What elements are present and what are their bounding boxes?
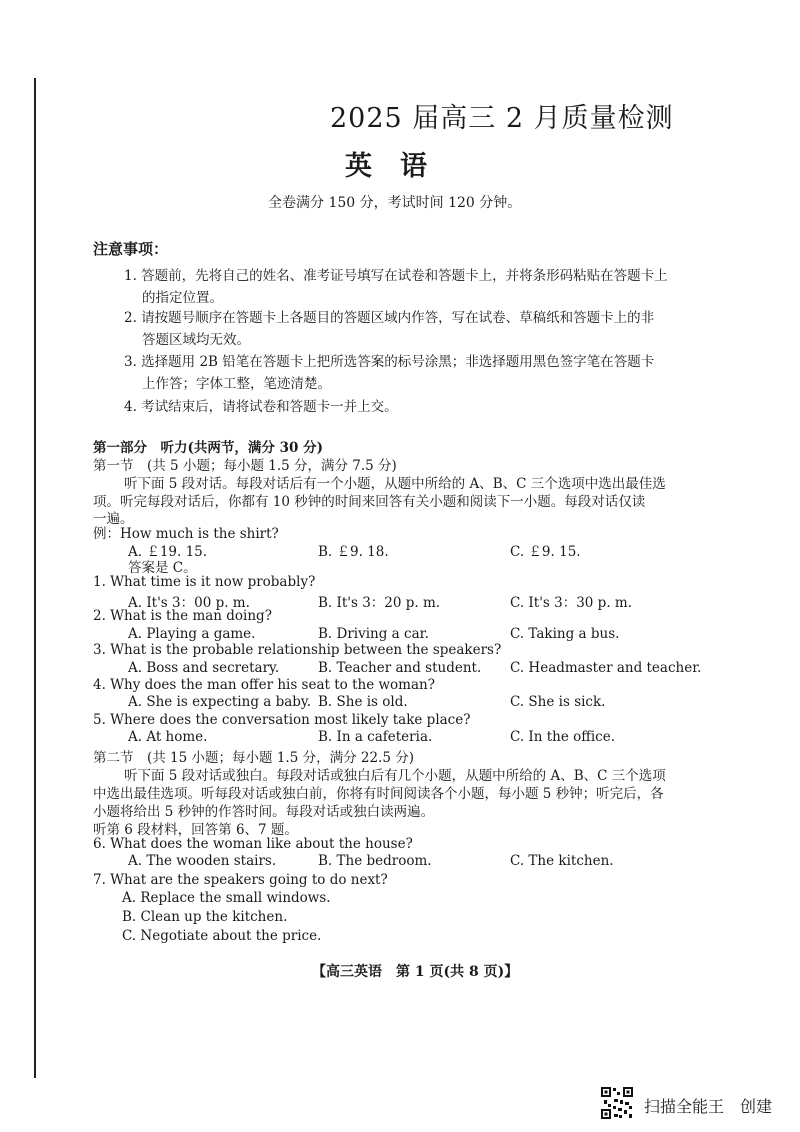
q6-option-c: C. The kitchen. bbox=[510, 853, 614, 869]
q7-option-a: A. Replace the small windows. bbox=[122, 890, 331, 906]
q4-option-b: B. She is old. bbox=[318, 694, 408, 710]
section2-heading: 第二节 (共 15 小题；每小题 1.5 分，满分 22.5 分) bbox=[93, 750, 414, 766]
full-score-line: 全卷满分 150 分，考试时间 120 分钟。 bbox=[268, 195, 522, 211]
q2-option-b: B. Driving a car. bbox=[318, 626, 429, 642]
part1-heading: 第一部分 听力(共两节，满分 30 分) bbox=[93, 440, 323, 456]
question-1: 1. What time is it now probably? bbox=[93, 574, 316, 590]
qr-code-icon bbox=[600, 1086, 634, 1120]
section2-instruction: 小题将给出 5 秒钟的作答时间。每段对话或独白读两遍。 bbox=[93, 804, 435, 820]
note-line: 的指定位置。 bbox=[142, 290, 223, 306]
q5-option-b: B. In a cafeteria. bbox=[318, 729, 433, 745]
exam-title: 2025 届高三 2 月质量检测 bbox=[330, 103, 674, 134]
q4-option-a: A. She is expecting a baby. bbox=[128, 694, 312, 710]
page-footer: 【高三英语 第 1 页(共 8 页)】 bbox=[312, 964, 519, 980]
section2-instruction: 中选出最佳选项。听每段对话或独白前，你将有时间阅读各个小题，每小题 5 秒钟；听完后，各 bbox=[93, 786, 664, 802]
example-question: 例：How much is the shirt? bbox=[93, 526, 279, 542]
example-option-a: A. ￡19. 15. bbox=[128, 544, 208, 560]
note-line: 上作答；字体工整，笔迹清楚。 bbox=[142, 376, 331, 392]
q1-option-a: A. It's 3：00 p. m. bbox=[128, 595, 250, 611]
q3-option-a: A. Boss and secretary. bbox=[128, 660, 280, 676]
scanner-watermark: 扫描全能王 创建 bbox=[644, 1097, 773, 1116]
q1-option-c: C. It's 3：30 p. m. bbox=[510, 595, 632, 611]
q5-option-a: A. At home. bbox=[128, 729, 208, 745]
q6-option-a: A. The wooden stairs. bbox=[128, 853, 277, 869]
q6-option-b: B. The bedroom. bbox=[318, 853, 432, 869]
section1-instruction: 听下面 5 段对话。每段对话后有一个小题，从题中所给的 A、B、C 三个选项中选出最佳选 bbox=[124, 476, 666, 492]
material-6-label: 听第 6 段材料，回答第 6、7 题。 bbox=[93, 822, 298, 838]
question-3: 3. What is the probable relationship between the speakers? bbox=[93, 642, 502, 658]
q3-option-c: C. Headmaster and teacher. bbox=[510, 660, 702, 676]
example-answer: 答案是 C。 bbox=[128, 560, 197, 576]
q1-option-b: B. It's 3：20 p. m. bbox=[318, 595, 441, 611]
question-5: 5. Where does the conversation most likely take place? bbox=[93, 712, 471, 728]
section2-instruction: 听下面 5 段对话或独白。每段对话或独白后有几个小题，从题中所给的 A、B、C 三个选项 bbox=[124, 768, 666, 784]
question-2: 2. What is the man doing? bbox=[93, 608, 272, 624]
note-line: 2. 请按题号顺序在答题卡上各题目的答题区域内作答，写在试卷、草稿纸和答题卡上的非 bbox=[124, 310, 655, 326]
note-line: 1. 答题前，先将自己的姓名、准考证号填写在试卷和答题卡上，并将条形码粘贴在答题卡上 bbox=[124, 268, 668, 284]
notes-heading: 注意事项： bbox=[93, 240, 169, 258]
example-option-b: B. ￡9. 18. bbox=[318, 544, 389, 560]
q5-option-c: C. In the office. bbox=[510, 729, 616, 745]
question-7: 7. What are the speakers going to do next? bbox=[93, 872, 388, 888]
note-line: 答题区域均无效。 bbox=[142, 332, 250, 348]
section1-heading: 第一节 (共 5 小题；每小题 1.5 分，满分 7.5 分) bbox=[93, 458, 397, 474]
note-line: 4. 考试结束后，请将试卷和答题卡一并上交。 bbox=[124, 399, 398, 415]
margin-binding-line bbox=[34, 78, 36, 1078]
q2-option-a: A. Playing a game. bbox=[128, 626, 256, 642]
question-6: 6. What does the woman like about the house? bbox=[93, 836, 413, 852]
note-line: 3. 选择题用 2B 铅笔在答题卡上把所选答案的标号涂黑；非选择题用黑色签字笔在答题卡 bbox=[124, 354, 655, 370]
q7-option-c: C. Negotiate about the price. bbox=[122, 928, 322, 944]
example-option-c: C. ￡9. 15. bbox=[510, 544, 581, 560]
subject-title: 英语 bbox=[345, 151, 455, 182]
q3-option-b: B. Teacher and student. bbox=[318, 660, 482, 676]
section1-instruction: 项。听完每段对话后，你都有 10 秒钟的时间来回答有关小题和阅读下一小题。每段对话仅读 bbox=[93, 494, 646, 510]
q2-option-c: C. Taking a bus. bbox=[510, 626, 620, 642]
section1-instruction: 一遍。 bbox=[93, 511, 134, 527]
q7-option-b: B. Clean up the kitchen. bbox=[122, 909, 288, 925]
q4-option-c: C. She is sick. bbox=[510, 694, 606, 710]
question-4: 4. Why does the man offer his seat to the woman? bbox=[93, 677, 435, 693]
